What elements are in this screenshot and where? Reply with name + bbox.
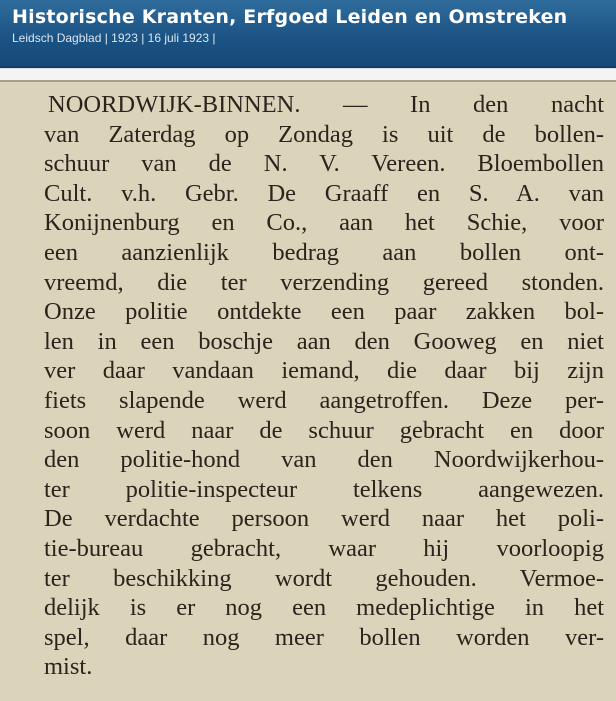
article-line: vreemd, die ter verzending gereed stonden. [44, 268, 604, 296]
article-line: Konijnenburg en Co., aan het Schie, voor [44, 209, 604, 237]
article-line: een aanzienlijk bedrag aan bollen ont- [44, 238, 604, 266]
article-line: ter beschikking wordt gehouden. Vermoe- [44, 564, 604, 592]
article-line: De verdachte persoon werd naar het poli- [44, 505, 604, 533]
site-title[interactable]: Historische Kranten, Erfgoed Leiden en Omstreken [12, 6, 568, 28]
article-line: van Zaterdag op Zondag is uit de bollen- [44, 120, 604, 148]
newspaper-clipping [0, 80, 616, 701]
article-text [44, 90, 604, 682]
article-line: soon werd naar de schuur gebracht en door [44, 416, 604, 444]
article-line: spel, daar nog meer bollen worden ver- [44, 623, 604, 651]
article-line: delijk is er nog een medeplichtige in het [44, 594, 604, 622]
article-line: ver daar vandaan iemand, die daar bij zijn [44, 357, 604, 385]
breadcrumb: Leidsch Dagblad | 1923 | 16 juli 1923 | [12, 31, 216, 45]
article-line: den politie-hond van den Noordwijkerhou- [44, 446, 604, 474]
article-line: ter politie-inspecteur telkens aangewezen. [44, 475, 604, 503]
site-header [0, 0, 616, 68]
article-line: fiets slapende werd aangetroffen. Deze per- [44, 386, 604, 414]
article-line: Onze politie ontdekte een paar zakken bol- [44, 298, 604, 326]
article-line: len in een boschje aan den Gooweg en niet [44, 327, 604, 355]
article-line: NOORDWIJK-BINNEN. — In den nacht [48, 91, 604, 118]
article-line: tie-bureau gebracht, waar hij voorloopig [44, 534, 604, 562]
article-line: mist. [44, 653, 93, 681]
article-line: Cult. v.h. Gebr. De Graaff en S. A. van [44, 179, 604, 207]
article-line: schuur van de N. V. Vereen. Bloembollen [44, 150, 604, 178]
